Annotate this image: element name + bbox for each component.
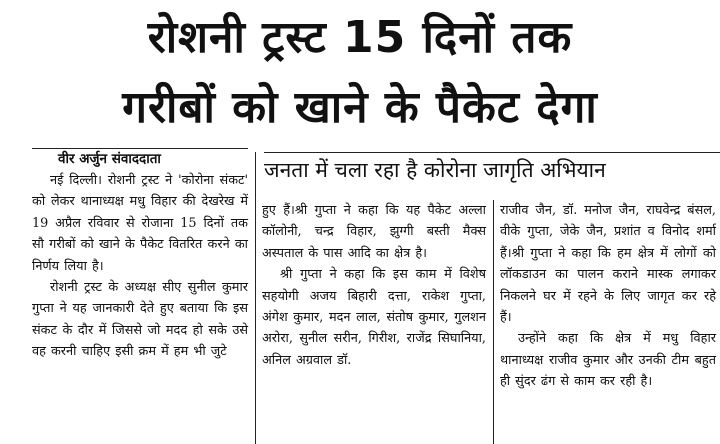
article-column-2 (262, 200, 486, 371)
paragraph: नई दिल्ली। रोशनी ट्रस्ट ने 'कोरोना संकट' को लेकर थानाध्यक्ष मधु विहार की देखरेख में 19 अप्रैल रविवार से रोजाना 15 दिनों तक सौ गरीबों को खाने के पैकेट वितरित करने का निर्णय लिया है। (32, 173, 248, 274)
headline-line-1: रोशनी ट्रस्ट 15 दिनों तक (147, 12, 573, 63)
paragraph: हुए हैं।श्री गुप्ता ने कहा कि यह पैकेट अल्ला कॉलोनी, चन्द्र विहार, झुग्गी बस्ती मैक्स अस्पताल के पास आदि का क्षेत्र है। (262, 203, 486, 261)
article-column-3 (500, 200, 716, 393)
article-column-1 (32, 170, 248, 363)
paragraph: उन्होंने कहा कि क्षेत्र में मधु विहार थानाध्यक्ष राजीव कुमार और उनकी टीम बहुत ही सुंदर ढंग से काम कर रही है। (500, 331, 716, 390)
paragraph: राजीव जैन, डॉ. मनोज जैन, राघवेन्द्र बंसल, वीके गुप्ता, जेके जैन, प्रशांत व विनोद शर्मा हैं।श्री गुप्ता ने कहा कि हम क्षेत्र में लोगों को लॉकडाउन का पालन कराने मास्क लगाकर निकलने घर में रहने के लिए जागृत कर रहे हैं। (500, 203, 716, 326)
subheadline: जनता में चला रहा है कोरोना जागृति अभियान (264, 152, 720, 187)
column-divider-2 (493, 200, 494, 444)
byline: वीर अर्जुन संवाददाता (58, 151, 161, 167)
column-divider-1 (255, 152, 256, 444)
byline-top-rule (32, 148, 248, 149)
paragraph: रोशनी ट्रस्ट के अध्यक्ष सीए सुनील कुमार गुप्ता ने यह जानकारी देते हुए बताया कि इस संकट के दौर में जिससे जो मदद हो सके उसे वह करनी चाहिए इसी क्रम में हम भी जुटे (32, 280, 248, 360)
paragraph: श्री गुप्ता ने कहा कि इस काम में विशेष सहयोगी अजय बिहारी दत्ता, राकेश गुप्ता, अंगेश कुमार, मदन लाल, संतोष कुमार, गुलशन अरोरा, सुनील सरीन, गिरीश, राजेंद्र सिघानिया, अनिल अग्रवाल डॉ. (262, 267, 486, 368)
headline-line-2: गरीबों को खाने के पैकेट देगा (122, 82, 598, 133)
